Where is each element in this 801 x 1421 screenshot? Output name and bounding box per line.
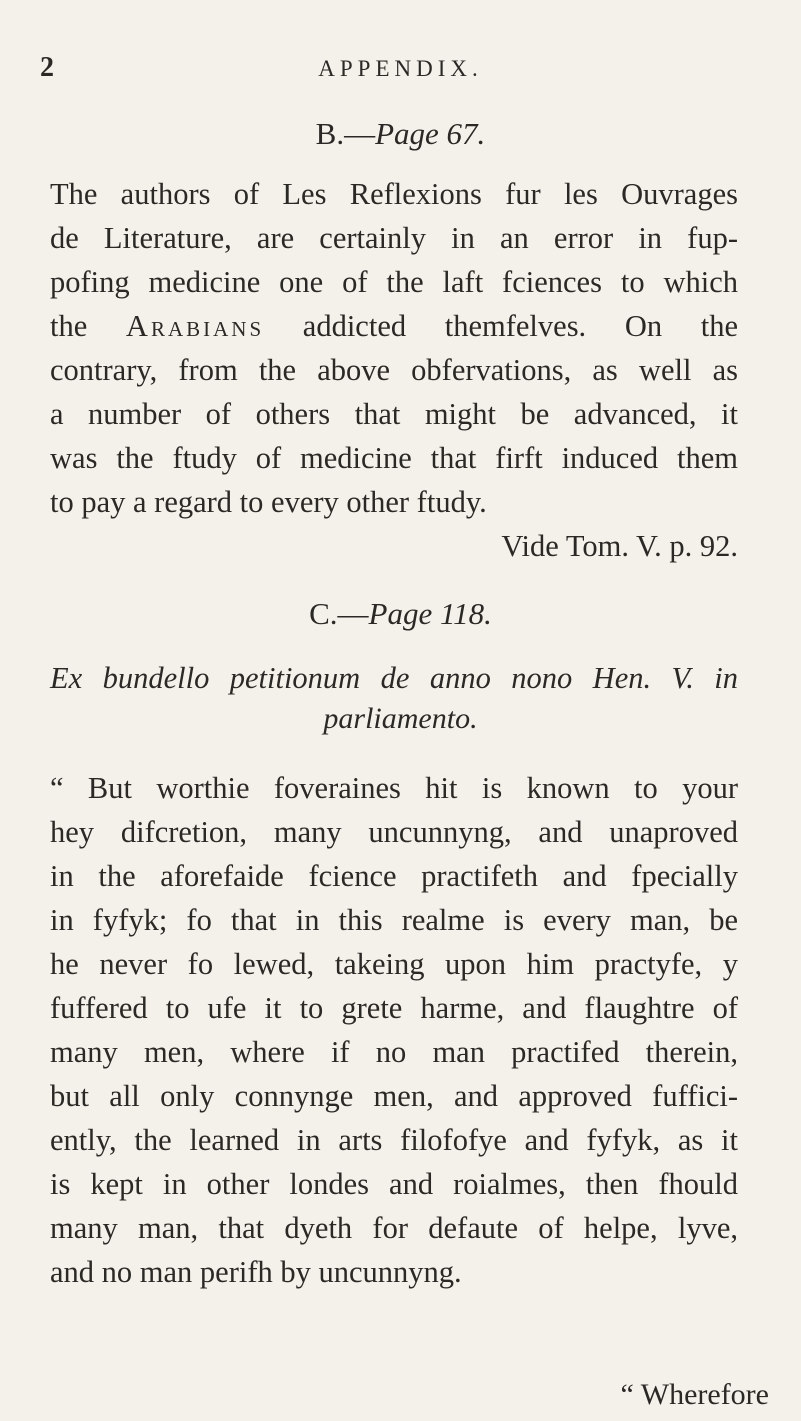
text-line: to pay a regard to every other ftudy. bbox=[50, 485, 487, 519]
text-line: in the aforefaide fcience practifeth and fpecially bbox=[50, 859, 738, 893]
catchword: “ Wherefore bbox=[620, 1378, 769, 1411]
section-c-label: C.— bbox=[309, 596, 369, 631]
text-line: was the ftudy of medicine that firft induced them bbox=[50, 441, 738, 475]
text-line: is kept in other londes and roialmes, then fhould bbox=[50, 1167, 738, 1201]
text-fragment: the bbox=[50, 309, 88, 343]
text-line bbox=[50, 304, 738, 348]
section-b-page-ref: Page 67. bbox=[375, 116, 486, 151]
text-line: in fyfyk; fo that in this realme is every man, be bbox=[50, 903, 738, 937]
page-number: 2 bbox=[40, 52, 54, 83]
text-line: and no man perifh by uncunnyng. bbox=[50, 1255, 462, 1289]
text-line: he never fo lewed, takeing upon him practyfe, y bbox=[50, 947, 738, 981]
text-line: many man, that dyeth for defaute of helpe, lyve, bbox=[50, 1211, 738, 1245]
section-b-heading bbox=[0, 116, 801, 152]
text-line: contrary, from the above obfervations, as well as bbox=[50, 353, 738, 387]
smallcaps-word: Arabians bbox=[125, 309, 265, 343]
text-line: fuffered to ufe it to grete harme, and flaughtre of bbox=[50, 991, 738, 1025]
section-c-page-ref: Page 118. bbox=[368, 596, 492, 631]
text-line: hey difcretion, many uncunnyng, and unaproved bbox=[50, 815, 738, 849]
reference-citation: Vide Tom. V. p. 92. bbox=[501, 529, 738, 563]
text-line: a number of others that might be advanced, it bbox=[50, 397, 738, 431]
text-line: but all only connynge men, and approved fuffici- bbox=[50, 1079, 738, 1113]
text-line: de Literature, are certainly in an error in fup- bbox=[50, 221, 738, 255]
latin-title-line: Ex bundello petitionum de anno nono Hen. V. in bbox=[50, 661, 738, 695]
section-c-heading bbox=[0, 596, 801, 632]
latin-title-line: parliamento. bbox=[323, 702, 478, 735]
section-b-label: B.— bbox=[315, 116, 376, 151]
text-line: pofing medicine one of the laft fciences to which bbox=[50, 265, 738, 299]
text-line: “ But worthie foveraines hit is known to your bbox=[50, 771, 738, 805]
text-fragment: addicted themfelves. On the bbox=[302, 309, 739, 343]
text-line: The authors of Les Reflexions fur les Ouvrages bbox=[50, 177, 738, 211]
text-line: ently, the learned in arts filofofye and fyfyk, as it bbox=[50, 1123, 738, 1157]
text-line: many men, where if no man practifed therein, bbox=[50, 1035, 738, 1069]
running-head: APPENDIX. bbox=[318, 56, 483, 81]
